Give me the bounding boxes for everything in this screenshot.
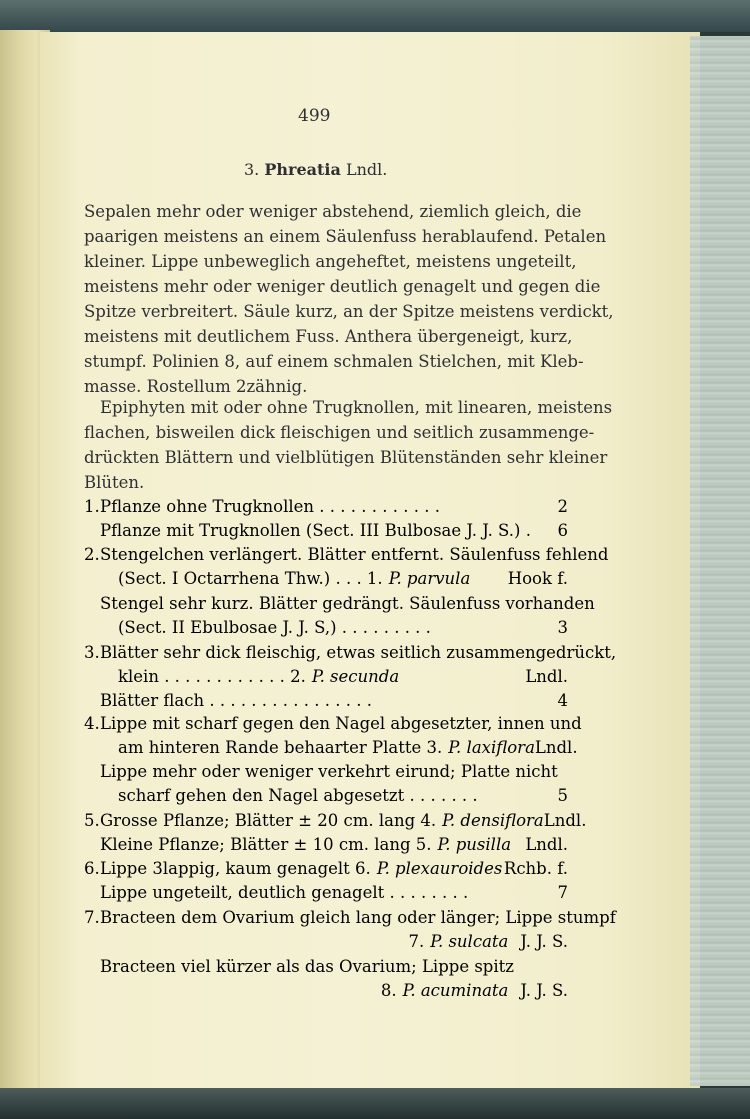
- key-text: [100, 495, 440, 519]
- species-name: P. parvula: [388, 569, 471, 588]
- key-lead: Pflanze mit Trugknollen (Sect. III Bulbosae J. J. S.) .: [100, 521, 531, 540]
- key-target: Lndl.: [525, 835, 568, 854]
- heading-author: Lndl.: [345, 160, 388, 179]
- key-target: 4: [557, 691, 568, 710]
- species-name: P. acuminata: [402, 981, 509, 1000]
- key-lead: Bracteen viel kürzer als das Ovarium; Lippe spitz: [100, 957, 514, 976]
- species-name: P. densiflora: [442, 811, 544, 830]
- key-lead: 8.: [380, 981, 397, 1000]
- key-target: 2: [557, 497, 568, 516]
- key-number: 1.: [84, 497, 100, 516]
- description-line: Blüten.: [84, 473, 145, 492]
- key-lead: Blätter sehr dick fleischig, etwas seitlich zusammengedrückt,: [100, 643, 617, 662]
- key-text: [408, 930, 508, 954]
- key-target: 6: [557, 521, 568, 540]
- page-stack-edge: [690, 36, 750, 1086]
- key-target: 3: [557, 618, 568, 637]
- key-text: [118, 665, 399, 689]
- description-line: meistens mit deutlichem Fuss. Anthera übergeneigt, kurz,: [84, 327, 573, 346]
- key-text: [118, 616, 431, 640]
- key-lead: Stengelchen verlängert. Blätter entfernt. Säulenfuss fehlend: [100, 545, 609, 564]
- key-text: [381, 979, 509, 1003]
- species-name: P. sulcata: [430, 932, 509, 951]
- key-target: 5: [557, 786, 568, 805]
- species-name: P. secunda: [311, 667, 400, 686]
- key-text: [100, 712, 582, 736]
- key-lead: 7.: [408, 932, 425, 951]
- scanner-top-edge: [0, 0, 750, 32]
- key-number: 3.: [84, 643, 100, 662]
- heading-number: 3.: [244, 160, 260, 179]
- key-text: [100, 641, 616, 665]
- key-text: [100, 689, 372, 713]
- description-line: Sepalen mehr oder weniger abstehend, ziemlich gleich, die: [84, 202, 582, 221]
- key-lead: klein . . . . . . . . . . . . 2.: [118, 667, 306, 686]
- key-target: Lndl.: [525, 667, 568, 686]
- key-target: Hook f.: [507, 569, 568, 588]
- page-number: 499: [298, 106, 331, 126]
- key-text: [118, 567, 470, 591]
- section-heading: [244, 160, 387, 179]
- key-text: [100, 809, 544, 833]
- key-lead: Kleine Pflanze; Blätter ± 10 cm. lang 5.: [100, 835, 432, 854]
- key-text: [100, 955, 514, 979]
- key-text: [100, 833, 511, 857]
- key-lead: Lippe mit scharf gegen den Nagel abgesetzter, innen und: [100, 714, 582, 733]
- key-number: 6.: [84, 859, 100, 878]
- key-text: [100, 519, 531, 543]
- key-target: J. J. S.: [520, 981, 568, 1000]
- description-line: stumpf. Polinien 8, auf einem schmalen Stielchen, mit Kleb-: [84, 352, 584, 371]
- key-lead: Grosse Pflanze; Blätter ± 20 cm. lang 4.: [100, 811, 437, 830]
- key-target: Rchb. f.: [503, 859, 568, 878]
- description-line: flachen, bisweilen dick fleischigen und seitlich zusammenge-: [84, 423, 595, 442]
- key-lead: Bracteen dem Ovarium gleich lang oder länger; Lippe stumpf: [100, 908, 616, 927]
- key-lead: Lippe 3lappig, kaum genagelt 6.: [100, 859, 371, 878]
- description-line: meistens mehr oder weniger deutlich genagelt und gegen die: [84, 277, 601, 296]
- description-line: drückten Blättern und vielblütigen Blütenständen sehr kleiner: [84, 448, 608, 467]
- key-lead: (Sect. I Octarrhena Thw.) . . . 1.: [118, 569, 383, 588]
- key-text: [100, 857, 502, 881]
- key-lead: Blätter flach . . . . . . . . . . . . . . . .: [100, 691, 372, 710]
- key-target: Lndl.: [543, 811, 587, 830]
- key-lead: am hinteren Rande behaarter Platte 3.: [118, 738, 443, 757]
- key-text: [100, 760, 558, 784]
- key-text: [118, 784, 478, 808]
- species-name: P. pusilla: [437, 835, 512, 854]
- key-text: [100, 543, 609, 567]
- key-number: 4.: [84, 714, 100, 733]
- description-line: masse. Rostellum 2zähnig.: [84, 377, 308, 396]
- key-number: 7.: [84, 908, 100, 927]
- species-name: P. laxiflora: [448, 738, 535, 757]
- key-lead: Pflanze ohne Trugknollen . . . . . . . . . . . .: [100, 497, 440, 516]
- key-target: J. J. S.: [520, 932, 568, 951]
- description-line: paarigen meistens an einem Säulenfuss herablaufend. Petalen: [84, 227, 607, 246]
- key-lead: Stengel sehr kurz. Blätter gedrängt. Säulenfuss vorhanden: [100, 594, 595, 613]
- key-text: [100, 592, 595, 616]
- key-target: Lndl.: [534, 738, 578, 757]
- key-text: [118, 736, 535, 760]
- key-text: [100, 881, 468, 905]
- description-line: Spitze verbreitert. Säule kurz, an der Spitze meistens verdickt,: [84, 302, 614, 321]
- key-text: [100, 906, 616, 930]
- key-lead: scharf gehen den Nagel abgesetzt . . . . . . .: [118, 786, 478, 805]
- key-lead: (Sect. II Ebulbosae J. J. S,) . . . . . . . . .: [118, 618, 431, 637]
- description-line: Epiphyten mit oder ohne Trugknollen, mit linearen, meistens: [100, 398, 613, 417]
- description-line: kleiner. Lippe unbeweglich angeheftet, meistens ungeteilt,: [84, 252, 577, 271]
- key-number: 2.: [84, 545, 100, 564]
- key-target: 7: [557, 883, 568, 902]
- species-name: P. plexauroides: [376, 859, 503, 878]
- heading-genus: Phreatia: [264, 160, 341, 179]
- key-lead: Lippe ungeteilt, deutlich genagelt . . . . . . . .: [100, 883, 469, 902]
- scanner-bottom-edge: [0, 1088, 750, 1119]
- key-lead: Lippe mehr oder weniger verkehrt eirund; Platte nicht: [100, 762, 558, 781]
- key-number: 5.: [84, 811, 100, 830]
